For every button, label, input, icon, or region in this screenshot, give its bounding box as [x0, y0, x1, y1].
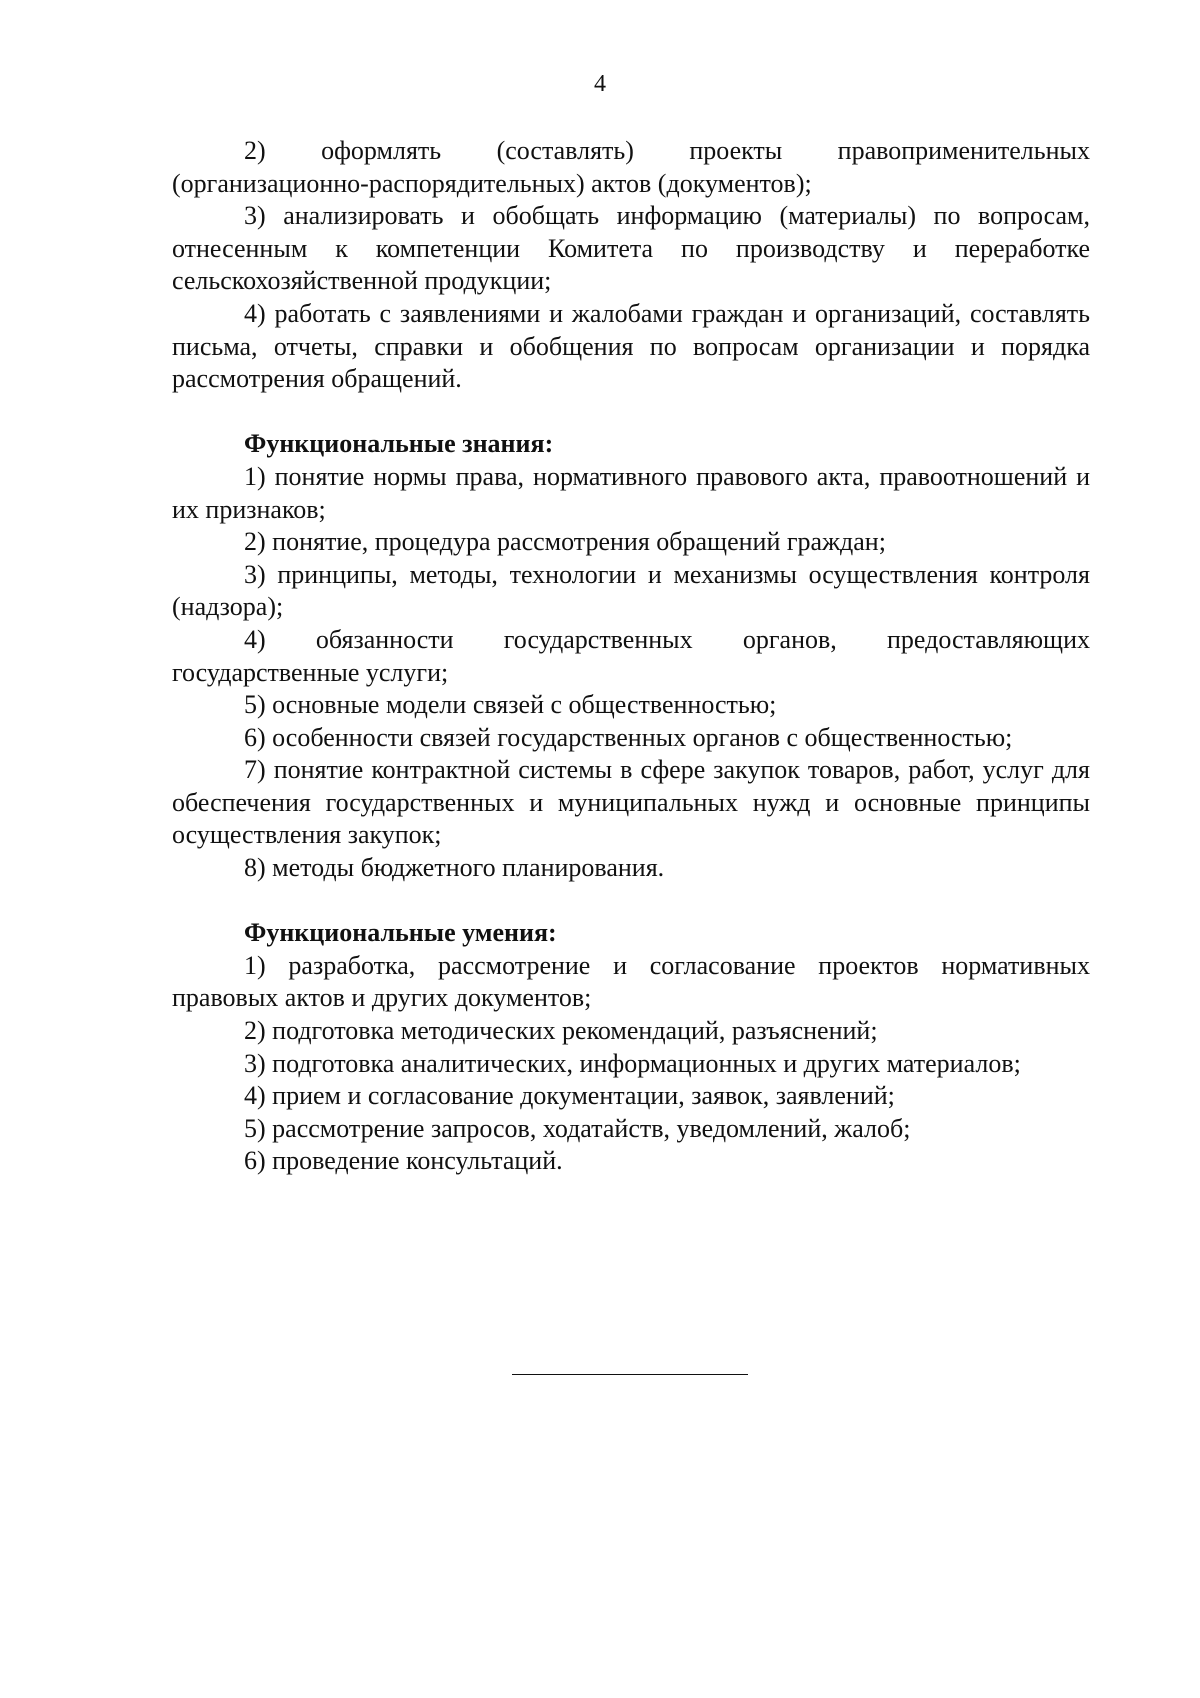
- knowledge-list: [172, 461, 1090, 885]
- document-body: [172, 135, 1090, 1178]
- list-item: 2) понятие, процедура рассмотрения обращений граждан;: [244, 527, 886, 557]
- section-heading-knowledge: Функциональные знания:: [244, 429, 554, 459]
- list-item: 6) особенности связей государственных органов с общественностью;: [244, 722, 1013, 752]
- list-item: 6) проведение консультаций.: [244, 1146, 563, 1176]
- section-heading-skills: Функциональные умения:: [244, 918, 557, 948]
- list-item: 4) обязанности государственных органов, предоставляющих государственные услуги;: [172, 624, 1090, 687]
- list-item: 3) анализировать и обобщать информацию (материалы) по вопросам, отнесенным к компетенции Комитета по производству и переработке сельскохозяйственной продукции;: [172, 201, 1090, 296]
- list-item: 2) оформлять (составлять) проекты правоприменительных (организационно-распорядительных) актов (документов);: [172, 136, 1090, 198]
- list-item: 1) понятие нормы права, нормативного правового акта, правоотношений и их признаков;: [172, 461, 1090, 524]
- page-number: 4: [594, 71, 606, 97]
- closing-rule-divider: [512, 1374, 748, 1375]
- list-item: 3) подготовка аналитических, информационных и других материалов;: [244, 1048, 1021, 1078]
- skills-list: [172, 950, 1090, 1178]
- list-item: 5) основные модели связей с общественностью;: [244, 690, 777, 720]
- list-item: 1) разработка, рассмотрение и согласование проектов нормативных правовых актов и других документов;: [172, 950, 1090, 1013]
- list-item: 8) методы бюджетного планирования.: [244, 853, 665, 883]
- list-item: 3) принципы, методы, технологии и механизмы осуществления контроля (надзора);: [172, 559, 1090, 622]
- duties-list: [172, 135, 1090, 396]
- list-item: 4) работать с заявлениями и жалобами граждан и организаций, составлять письма, отчеты, справки и обобщения по вопросам организации и порядка рассмотрения обращений.: [172, 298, 1090, 394]
- list-item: 5) рассмотрение запросов, ходатайств, уведомлений, жалоб;: [244, 1113, 911, 1143]
- list-item: 7) понятие контрактной системы в сфере закупок товаров, работ, услуг для обеспечения государственных и муниципальных нужд и основные принципы осуществления закупок;: [172, 755, 1090, 850]
- list-item: 4) прием и согласование документации, заявок, заявлений;: [244, 1081, 895, 1111]
- list-item: 2) подготовка методических рекомендаций, разъяснений;: [244, 1016, 878, 1046]
